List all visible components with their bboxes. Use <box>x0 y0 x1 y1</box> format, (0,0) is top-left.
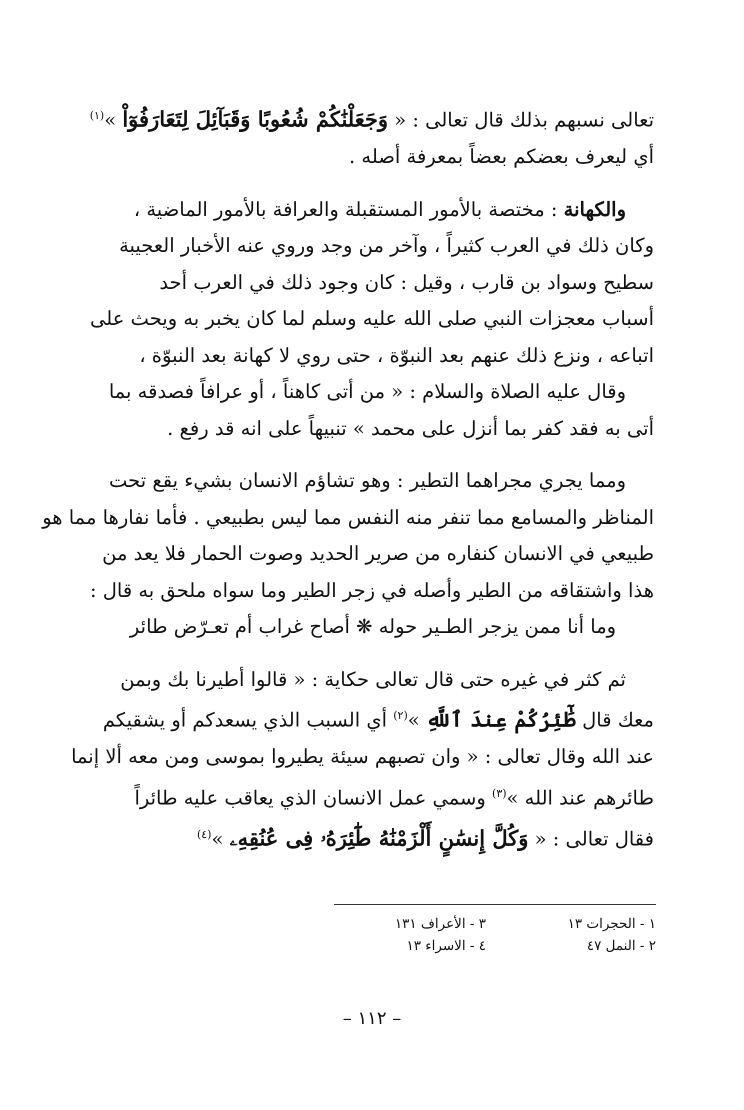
footnote-3: ٣ - الأعراف ١٣١ <box>394 916 486 932</box>
footnote-2: ٢ - النمل ٤٧ <box>586 938 656 954</box>
paragraph-2 <box>92 192 654 448</box>
text-line: طبيعي في الانسان كنفاره من صرير الحديد وصوت الحمار فلا يعد من <box>102 542 654 565</box>
footnote-divider <box>334 904 656 905</box>
text-line: ثم كثر في غيره حتى قال تعالى حكاية : « قالوا أطيرنا بك وبمن <box>120 667 626 691</box>
paragraph-3 <box>42 463 654 646</box>
quran-verse: وَجَعَلْنَٰكُمْ شُعُوبًا وَقَبَآئِلَ لِتَعَارَفُوٓاْ <box>122 106 389 132</box>
page-number: – ١١٢ – <box>342 1008 402 1029</box>
footnote-1: ١ - الحجرات ١٣ <box>567 916 656 932</box>
text-line: والكهانة : مختصة بالأمور المستقبلة والعرافة بالأمور الماضية ، <box>133 197 626 221</box>
text-line: تعالى نسبهم بذلك قال تعالى : « وَجَعَلْنَٰكُمْ شُعُوبًا وَقَبَآئِلَ لِتَعَارَفُوٓاْ »$^{(١)}$ <box>89 106 654 132</box>
text-line: معك قال طَٰٓئِرُكُمْ عِندَ ٱللَّهِ »$^{(٢)}$ أي السبب الذي يسعدكم أو يشقيكم <box>102 706 654 732</box>
main-text <box>42 98 654 858</box>
text-line: أتى به فقد كفر بما أنزل على محمد » تنبيهاً على انه قد رفع . <box>167 416 654 440</box>
text-line: أي ليعرف بعضكم بعضاً بمعرفة أصله . <box>349 145 654 168</box>
paragraph-4 <box>71 662 654 858</box>
text-line: وكان ذلك في العرب كثيراً ، وآخر من وجد وروي عنه الأخبار العجيبة <box>119 234 654 257</box>
text-line: وقال عليه الصلاة والسلام : « من أتى كاهناً ، أو عرافاً فصدقه بما <box>108 380 626 403</box>
text-line: المناظر والمسامع مما تنفر منه النفس مما ليس بطبيعي . فأما نفارها مما هو <box>42 505 654 529</box>
footnote-ref: (٣) <box>492 786 507 800</box>
footnote-ref: (١) <box>89 109 105 122</box>
text-line: سطيح وسواد بن قارب ، وقيل : كان وجود ذلك في العرب أحد <box>159 270 654 294</box>
paragraph-1 <box>89 98 654 176</box>
footnote-4: ٤ - الاسراء ١٣ <box>406 938 486 954</box>
term-heading: والكهانة <box>563 197 626 221</box>
quran-verse: طَٰٓئِرُكُمْ عِندَ ٱللَّهِ <box>425 706 576 732</box>
text-line: ومما يجري مجراهما التطير : وهو تشاؤم الانسان بشيء يقع تحت <box>109 469 626 492</box>
text-line: فقال تعالى : « وَكُلَّ إِنسَٰنٍ أَلْزَمْنَٰهُ طَٰٓئِرَهُۥ فِى عُنُقِهِۦ »$^{(٤)}$ <box>196 825 654 850</box>
text-line: أسباب معجزات النبي صلى الله عليه وسلم لما كان يخبر به ويحث على <box>90 307 654 330</box>
footnote-ref: (٢) <box>393 709 408 722</box>
footnote-ref: (٤) <box>196 827 212 841</box>
text-line: طائرهم عند الله »$^{(٣)}$ وسمي عمل الانسان الذي يعاقب عليه طائراً <box>134 786 654 809</box>
footnotes <box>296 913 656 957</box>
text-line: هذا واشتقاقه من الطير وأصله في زجر الطير وما سواه ملحق به قال : <box>89 578 654 602</box>
quran-verse: وَكُلَّ إِنسَٰنٍ أَلْزَمْنَٰهُ طَٰٓئِرَهُۥ فِى عُنُقِهِۦ <box>229 825 529 850</box>
text-line: اتباعه ، ونزع ذلك عنهم بعد النبوّة ، حتى روي لا كهانة بعد النبوّة ، <box>139 343 654 367</box>
poem-verse: وما أنا ممن يزجر الطـير حوله ❋ أصاح غراب أم تعـرّض طائر <box>129 615 617 638</box>
text-line: عند الله وقال تعالى : « وان تصبهم سيئة يطيروا بموسى ومن معه ألا إنما <box>71 745 654 768</box>
